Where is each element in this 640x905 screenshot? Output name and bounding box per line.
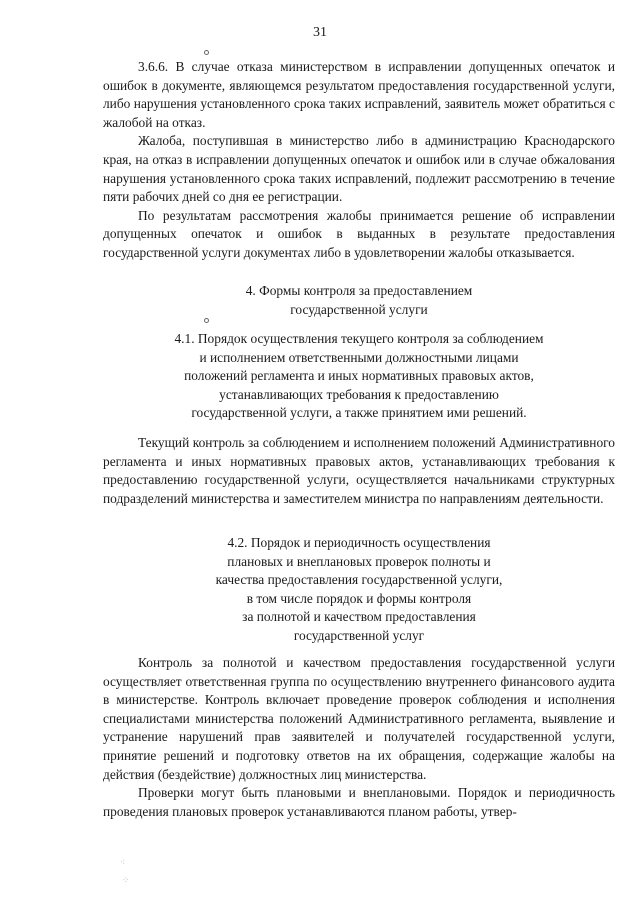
heading-line: 4. Формы контроля за предоставлением [245, 283, 473, 298]
heading-line: за полнотой и качеством предоставления [242, 609, 476, 625]
heading-line: положений регламента и иных нормативных правовых актов, [184, 368, 534, 384]
paragraph: Проверки могут быть плановыми и внеплановыми. Порядок и периодичность проведения плановых проверок устанавливаются планом работы, утвер- [103, 785, 615, 819]
section-4-1-heading [103, 330, 615, 423]
paragraph: Контроль за полнотой и качеством предоставления государственной услуги осуществляет ответственная группа по осуществлению внутреннего финансового аудита в министерстве. Контроль включает проведение проверок соблюдения и исполнения специалистами министерства положений Административного регламента, выявление и устранение нарушений прав заявителей и получателей государственной услуги, принятие решений и подготовку ответов на их обращения, содержащие жалобы на действия (бездействие) должностных лиц министерства. [103, 655, 615, 782]
heading-line: и исполнением ответственными должностными лицами [199, 349, 519, 365]
section-4-heading [103, 282, 615, 319]
heading-line: устанавливающих требования к предоставлению [219, 386, 499, 402]
section-4-2-heading [103, 534, 615, 646]
heading-line: государственной услуги [290, 301, 428, 317]
section-4-1-body [103, 434, 615, 508]
paragraph: Текущий контроль за соблюдением и исполнением положений Административного регламента и иных нормативных правовых актов, устанавливающих требования к предоставлению государственной услуги, осуществляется начальниками структурных подразделений министерства и заместителем министра по направлениям деятельности. [103, 435, 615, 506]
heading-line: в том числе порядок и формы контроля [246, 590, 472, 606]
section-3-6-6 [103, 58, 615, 263]
section-4-2-body [103, 654, 615, 821]
heading-line: 4.2. Порядок и периодичность осуществления [227, 535, 491, 550]
heading-line: государственной услуг [293, 627, 425, 643]
heading-line: государственной услуги, а также принятием ими решений. [191, 405, 527, 421]
heading-line: качества предоставления государственной услуги, [215, 572, 503, 588]
paragraph: Жалоба, поступившая в министерство либо в администрацию Краснодарского края, на отказ в исправлении допущенных опечаток и ошибок или в случае обжалования нарушения установленного срока таких исправлений, подлежит рассмотрению в течение пяти рабочих дней со дня ее регистрации. [103, 133, 615, 205]
paragraph: 3.6.6. В случае отказа министерством в исправлении допущенных опечаток и ошибок в документе, являющемся результатом предоставления государственной услуги, либо нарушения установленного срока таких исправлений, заявитель может обратиться с жалобой на отказ. [103, 59, 615, 130]
heading-line: плановых и внеплановых проверок полноты и [227, 553, 491, 569]
scan-artifact: ⁘ [122, 875, 130, 885]
paragraph: По результатам рассмотрения жалобы принимается решение об исправлении допущенных опечаток и ошибок в выданных в результате предоставления государственной услуги документах либо в удовлетворении жалобы отказывается. [103, 207, 615, 260]
page-number: 31 [313, 25, 327, 40]
heading-line: 4.1. Порядок осуществления текущего контроля за соблюдением [174, 331, 544, 346]
scan-artifact: ⁖ [120, 857, 126, 867]
scan-dot-mark [204, 50, 209, 55]
